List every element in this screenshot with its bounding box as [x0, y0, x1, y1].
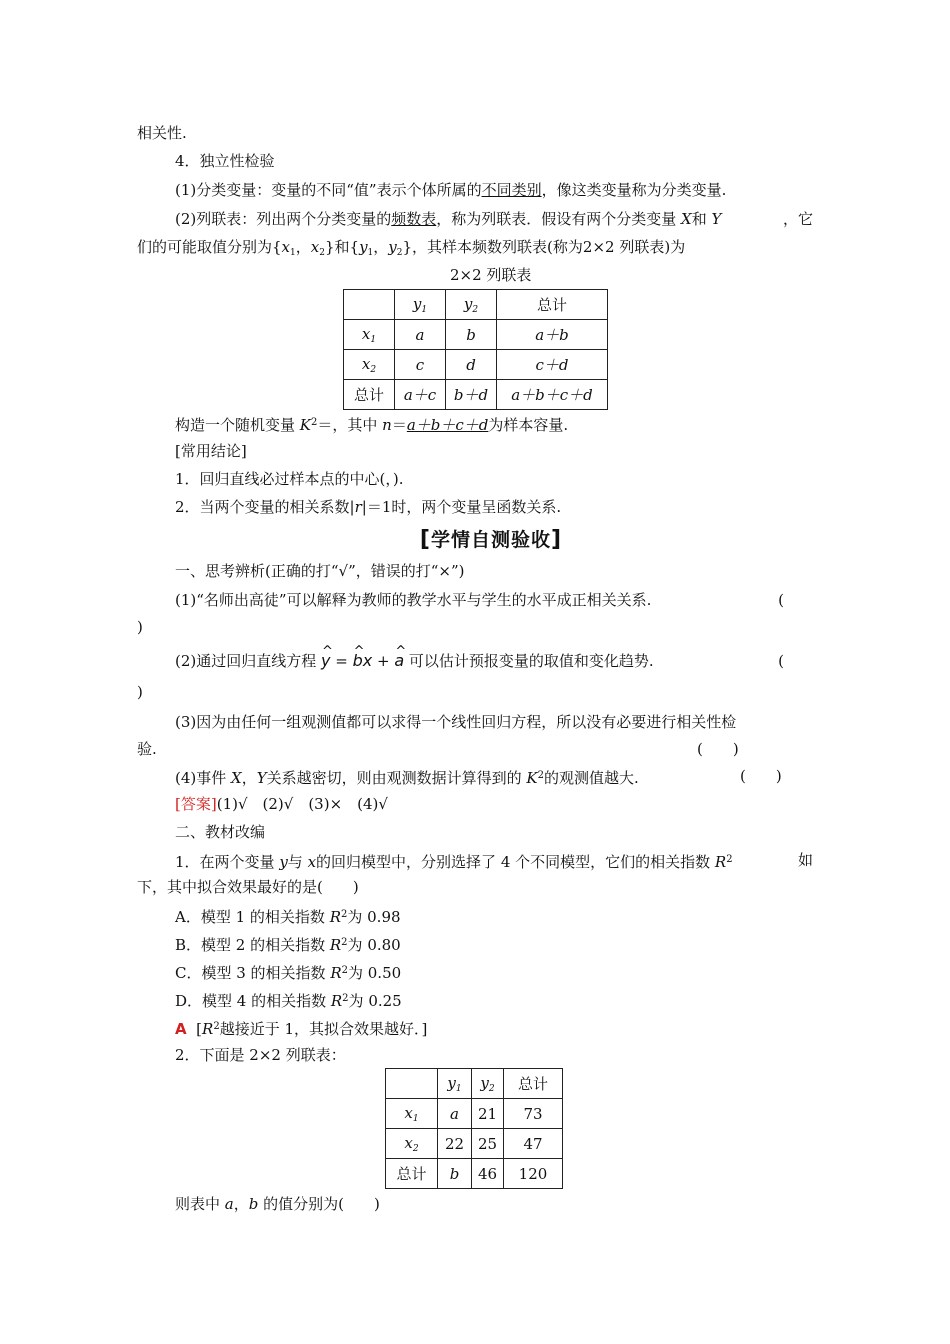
option-d: D．模型 4 的相关指数 $R^2$为 0.25 [175, 992, 402, 1010]
judge-question-2-close: ) [137, 683, 143, 701]
table-cell: 22 [438, 1129, 472, 1159]
table-cell: a＋b [497, 320, 608, 350]
exercise-1-answer: A [$R^2$越接近于 1，其拟合效果越好．] [175, 1020, 428, 1038]
b-hat-symbol: b ^ [353, 651, 363, 671]
table-cell: a [438, 1099, 472, 1129]
contingency-paragraph-line1: (2)列联表：列出两个分类变量的频数表，称为列联表．假设有两个分类变量 X和 Y ，它 [175, 210, 813, 228]
a-hat-symbol: a ^ [394, 651, 404, 671]
table-row [386, 1099, 563, 1129]
option-a: A．模型 1 的相关指数 $R^2$为 0.98 [175, 908, 401, 926]
exercise-1-line2: 下，其中拟合效果最好的是( ) [137, 878, 359, 896]
table-cell: $x_1$ [344, 320, 395, 350]
judge-question-3-line2: 验. [137, 740, 157, 758]
table-caption: 2×2 列联表 [450, 266, 532, 284]
exercise-2-question: 则表中 a，b 的值分别为( ) [175, 1195, 380, 1213]
table-cell: 总计 [386, 1159, 438, 1189]
judge-question-3-paren: ( ) [697, 740, 739, 758]
contingency-paragraph-line2: 们的可能取值分别为{$x_1$，$x_2$}和{$y_1$，$y_2$}，其样本频数列联表(称为2×2 列联表)为 [137, 238, 686, 258]
judge-question-2: (2)通过回归直线方程 y ^ = b ^x + a ^ 可以估计预报变量的取值和变化趋势. ( [175, 651, 784, 671]
table-cell: 总计 [497, 290, 608, 320]
option-b: B．模型 2 的相关指数 $R^2$为 0.80 [175, 936, 401, 954]
table-cell: c＋d [497, 350, 608, 380]
answer-letter: A [175, 1020, 187, 1038]
contingency-table-exercise [385, 1068, 563, 1189]
table-cell: b [446, 320, 497, 350]
table-cell: $y_2$ [472, 1069, 504, 1099]
table-row [386, 1159, 563, 1189]
random-variable-line: 构造一个随机变量 $K^2=$，其中 n＝a＋b＋c＋d为样本容量. [175, 416, 569, 434]
table-cell: c [395, 350, 446, 380]
table-cell: $y_1$ [438, 1069, 472, 1099]
table-cell: 120 [504, 1159, 563, 1189]
table-cell: b [438, 1159, 472, 1189]
y-hat-symbol: y ^ [321, 651, 330, 671]
judge-question-4: (4)事件 X，Y关系越密切，则由观测数据计算得到的 $K^2$的观测值越大. [175, 769, 639, 787]
section-banner: [学情自测验收] [419, 527, 563, 552]
table-cell: 总计 [344, 380, 395, 410]
section-4-heading: 4．独立性检验 [175, 152, 275, 170]
option-c: C．模型 3 的相关指数 $R^2$为 0.50 [175, 964, 402, 982]
answer-line: [答案](1)√ (2)√ (3)× (4)√ [175, 795, 388, 813]
conclusion-2: 2．当两个变量的相关系数|r|＝1时，两个变量呈函数关系. [175, 498, 562, 516]
exercise-2-text: 2．下面是 2×2 列联表： [175, 1046, 346, 1064]
table-cell: $y_1$ [395, 290, 446, 320]
exercise-1-line1: 1．在两个变量 y与 x的回归模型中，分别选择了 4 个不同模型，它们的相关指数 $R^2$ 如 [175, 851, 813, 871]
table-cell: 总计 [504, 1069, 563, 1099]
table-cell: $x_2$ [344, 350, 395, 380]
table-row [344, 380, 608, 410]
table-cell: a [395, 320, 446, 350]
table-cell: d [446, 350, 497, 380]
answer-tag: [答案] [175, 795, 217, 813]
table-cell: $x_2$ [386, 1129, 438, 1159]
correlation-fragment: 相关性. [137, 124, 187, 142]
table-header-row [386, 1069, 563, 1099]
table-row [386, 1129, 563, 1159]
judge-question-1-close: ) [137, 618, 143, 636]
table-cell: 47 [504, 1129, 563, 1159]
table-cell: b＋d [446, 380, 497, 410]
judge-question-4-paren: ( ) [740, 767, 782, 785]
table-cell: $x_1$ [386, 1099, 438, 1129]
table-row [344, 350, 608, 380]
conclusion-1: 1．回归直线必过样本点的中心(，). [175, 470, 404, 488]
table-cell: 73 [504, 1099, 563, 1129]
table-cell: 46 [472, 1159, 504, 1189]
table-cell: $y_2$ [446, 290, 497, 320]
table-header-row [344, 290, 608, 320]
part2-title: 二、教材改编 [175, 823, 266, 841]
judge-question-1: (1)“名师出高徒”可以解释为教师的教学水平与学生的水平成正相关关系. ( [175, 591, 784, 609]
contingency-table-general [343, 289, 608, 410]
table-cell [344, 290, 395, 320]
judge-question-3-line1: (3)因为由任何一组观测值都可以求得一个线性回归方程，所以没有必要进行相关性检 [175, 713, 737, 731]
table-cell: a＋b＋c＋d [497, 380, 608, 410]
part1-title: 一、思考辨析(正确的打“√”，错误的打“×”) [175, 562, 465, 580]
table-cell [386, 1069, 438, 1099]
table-cell: 21 [472, 1099, 504, 1129]
categorical-variable-paragraph: (1)分类变量：变量的不同“值”表示个体所属的不同类别，像这类变量称为分类变量. [175, 181, 727, 199]
table-cell: 25 [472, 1129, 504, 1159]
table-cell: a＋c [395, 380, 446, 410]
table-row [344, 320, 608, 350]
common-conclusions-title: [常用结论] [175, 442, 247, 460]
